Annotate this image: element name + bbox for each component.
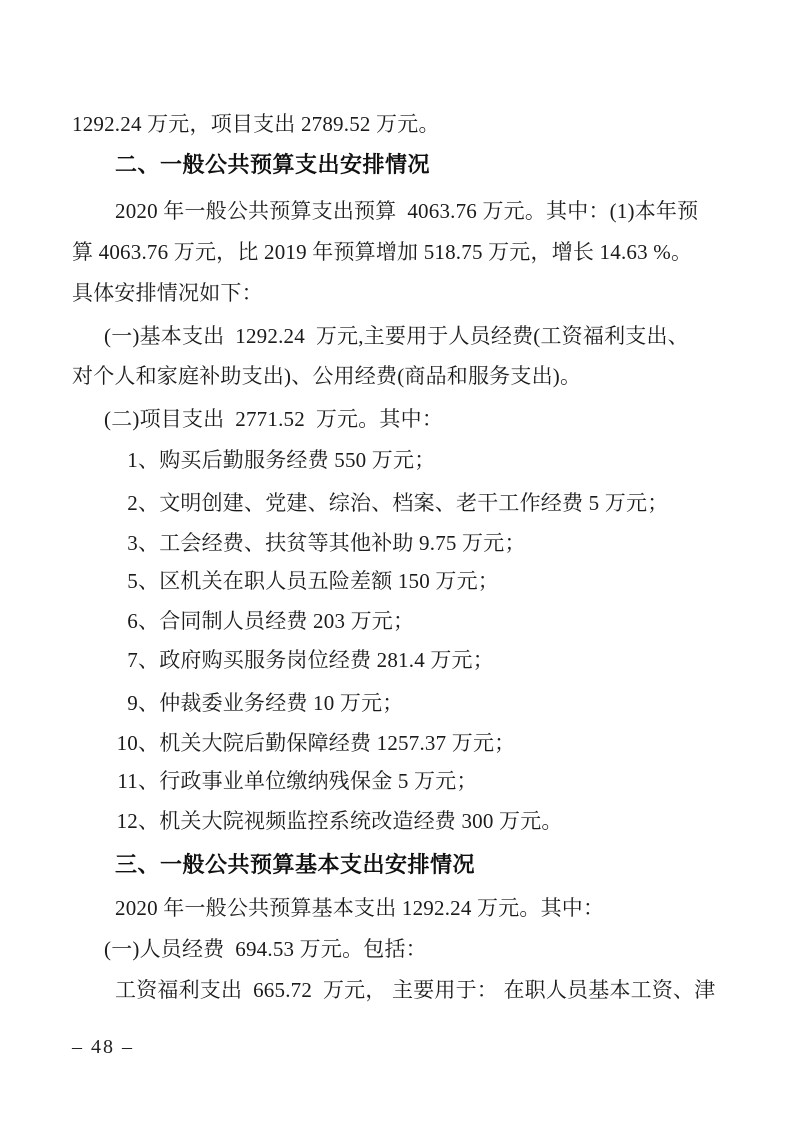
body-text-line: (二)项目支出 2771.52 万元。其中： [104,407,444,431]
list-item [72,531,526,555]
list-item [72,448,435,472]
body-text-line: (一)基本支出 1292.24 万元,主要用于人员经费(工资福利支出、 [104,324,689,348]
body-text-line: 1292.24 万元，项目支出 2789.52 万元。 [72,112,440,136]
list-item-text: 、合同制人员经费 203 万元； [138,609,415,633]
list-item-number: 1 [127,448,138,472]
body-text-line: (一)人员经费 694.53 万元。包括： [104,937,427,961]
list-item-text: 、工会经费、扶贫等其他补助 9.75 万元； [138,531,526,555]
list-item [72,691,404,715]
list-item-number: 11 [117,769,138,793]
list-item-text: 、行政事业单位缴纳残保金 5 万元； [138,769,478,793]
body-text-line: 对个人和家庭补助支出)、公用经费(商品和服务支出)。 [72,364,582,388]
page-number: – 48 – [72,1036,134,1058]
list-item-text: 、购买后勤服务经费 550 万元； [138,448,436,472]
body-text-line: 具体安排情况如下： [72,281,263,305]
list-item-text: 、机关大院视频监控系统改造经费 300 万元。 [138,809,563,833]
list-item [72,491,668,515]
list-item-text: 、机关大院后勤保障经费 1257.37 万元； [138,731,516,755]
list-item-number: 3 [127,531,138,555]
list-item [72,809,563,833]
list-item [72,648,494,672]
body-text-line: 2020 年一般公共预算支出预算 4063.76 万元。其中：(1)本年预 [115,199,699,223]
body-text-line: 算 4063.76 万元，比 2019 年预算增加 518.75 万元，增长 14.63 %。 [72,240,693,264]
list-item-number: 10 [116,731,138,755]
list-item-text: 、仲裁委业务经费 10 万元； [138,691,404,715]
list-item [72,569,499,593]
list-item-number: 7 [127,648,138,672]
section-3-heading: 三、一般公共预算基本支出安排情况 [115,852,476,877]
list-item-number: 6 [127,609,138,633]
list-item-text: 、区机关在职人员五险差额 150 万元； [138,569,499,593]
list-item-text: 、文明创建、党建、综治、档案、老干工作经费 5 万元； [138,491,669,515]
list-item-number: 5 [127,569,138,593]
body-text-line: 2020 年一般公共预算基本支出 1292.24 万元。其中： [115,896,605,920]
body-text-line: 工资福利支出 665.72 万元， 主要用于： 在职人员基本工资、津 [115,978,716,1002]
list-item-number: 9 [127,691,138,715]
list-item-text: 、政府购买服务岗位经费 281.4 万元； [138,648,494,672]
section-2-heading: 二、一般公共预算支出安排情况 [115,152,431,177]
list-item-number: 12 [116,809,138,833]
list-item [72,609,414,633]
list-item [72,769,478,793]
list-item-number: 2 [127,491,138,515]
list-item [72,731,515,755]
